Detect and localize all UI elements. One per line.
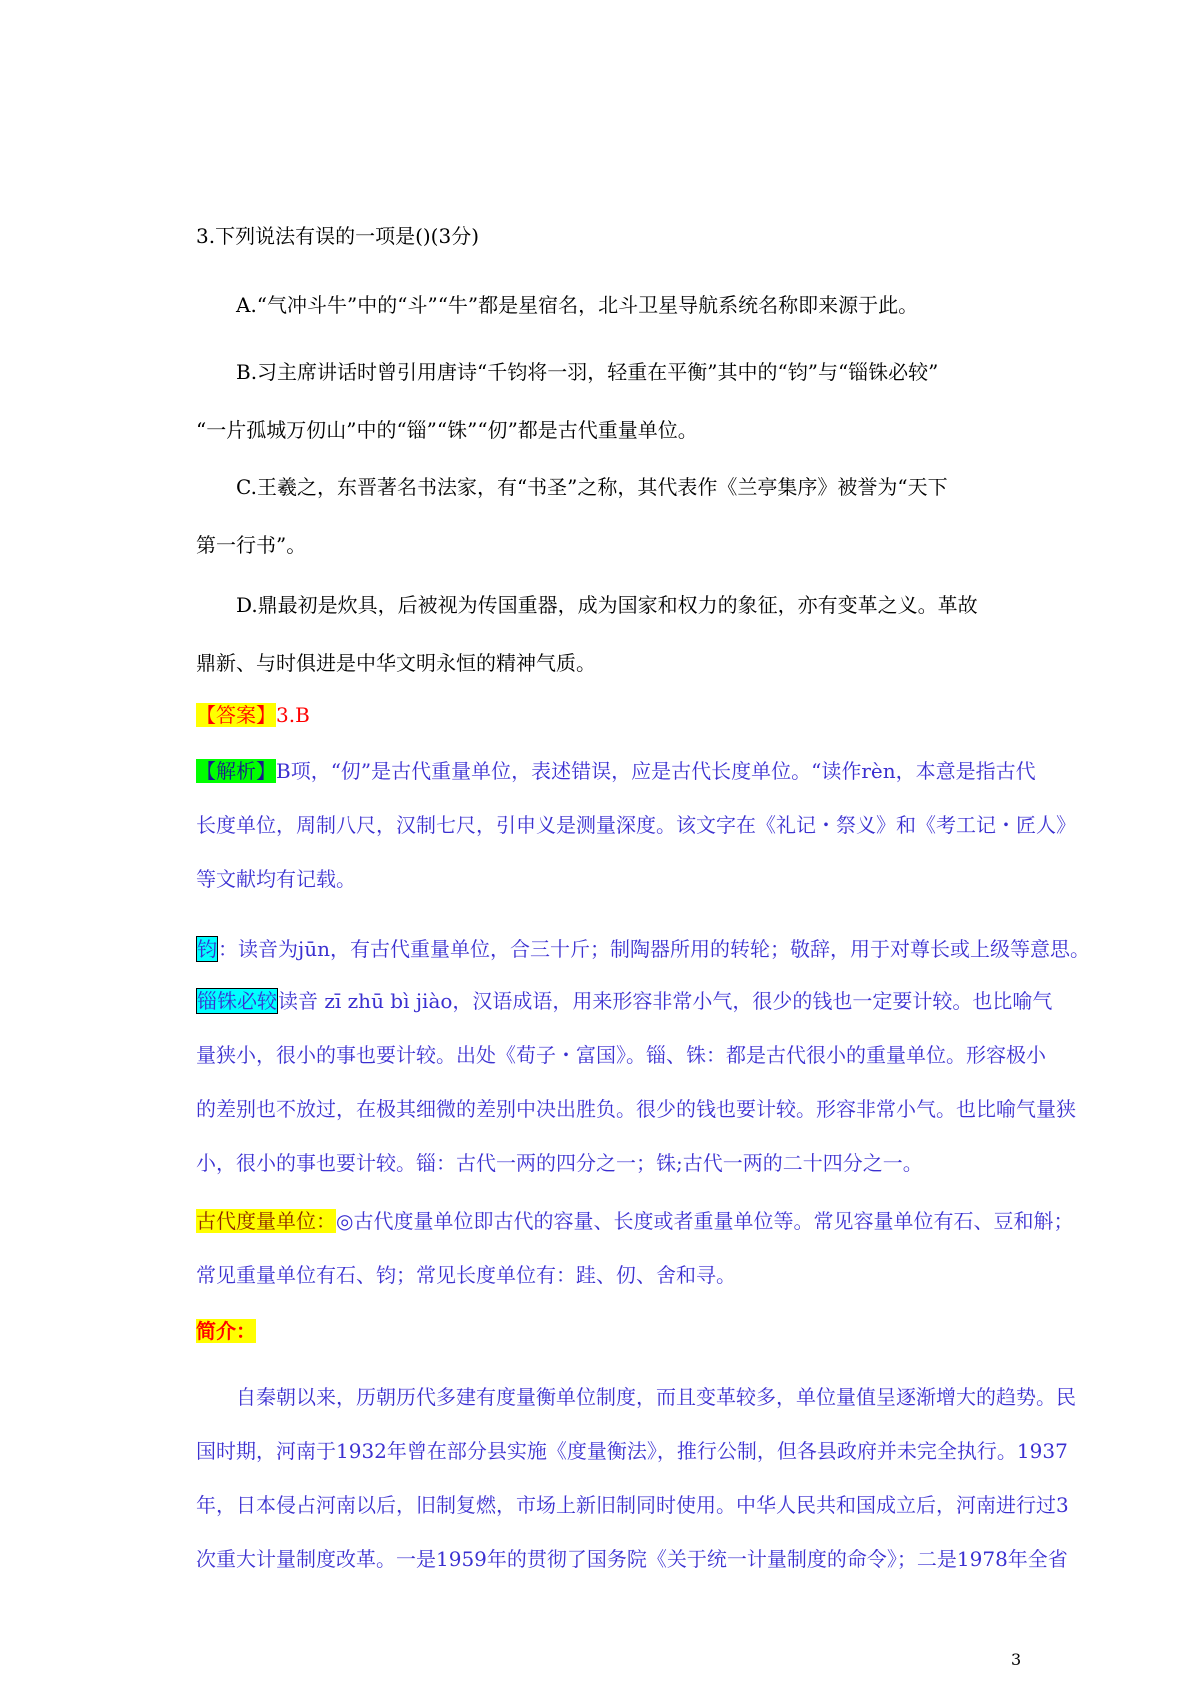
option-a — [196, 276, 1026, 334]
units-block — [196, 1194, 1074, 1302]
option-d-line2: 鼎新、与时俱进是中华文明永恒的精神气质。 — [196, 651, 596, 675]
zizhu-line1: 读音 zī zhū bì jiào，汉语成语，用来形容非常小气，很少的钱也一定要计较。也比喻气 — [278, 989, 1053, 1013]
intro-heading-block — [196, 1304, 1026, 1358]
option-b-line1: B.习主席讲话时曾引用唐诗“千钧将一羽，轻重在平衡”其中的“钧”与“锱铢必较” — [236, 360, 939, 384]
intro-line4: 次重大计量制度改革。一是1959年的贯彻了国务院《关于统一计量制度的命令》；二是1978年全省 — [196, 1547, 1068, 1571]
intro-line3: 年，日本侵占河南以后，旧制复燃，市场上新旧制同时使用。中华人民共和国成立后，河南进行过3 — [196, 1493, 1069, 1517]
zizhu-line4: 小，很小的事也要计较。锱：古代一两的四分之一；铢;古代一两的二十四分之一。 — [196, 1151, 923, 1175]
option-b-line2: “一片孤城万仞山”中的“锱”“铢”“仞”都是古代重量单位。 — [196, 418, 698, 442]
units-line1: ◎古代度量单位即古代的容量、长度或者重量单位等。常见容量单位有石、豆和斛； — [336, 1209, 1074, 1233]
analysis-block — [196, 744, 1076, 906]
jun-text: ：读音为jūn，有古代重量单位，合三十斤；制陶器所用的转轮；敬辞，用于对尊长或上级等意思。 — [218, 937, 1090, 961]
units-line2: 常见重量单位有石、钧；常见长度单位有：跬、仞、舍和寻。 — [196, 1263, 736, 1287]
jun-term: 钧 — [197, 937, 217, 961]
intro-label: 简介： — [196, 1319, 256, 1343]
answer-value: 3.B — [276, 703, 310, 727]
analysis-line2: 长度单位，周制八尺，汉制七尺，引申义是测量深度。该文字在《礼记・祭义》和《考工记・匠人》 — [196, 813, 1076, 837]
analysis-line3: 等文献均有记载。 — [196, 867, 356, 891]
intro-line1: 自秦朝以来，历朝历代多建有度量衡单位制度，而且变革较多，单位量值呈逐渐增大的趋势。民 — [236, 1385, 1076, 1409]
zizhu-entry — [196, 974, 1076, 1190]
question-stem: 3.下列说法有误的一项是()(3分) — [196, 224, 480, 248]
option-c-line1: C.王羲之，东晋著名书法家，有“书圣”之称，其代表作《兰亭集序》被誉为“天下 — [236, 475, 948, 499]
zizhu-line2: 量狭小，很小的事也要计较。出处《荀子・富国》。锱、铢：都是古代很小的重量单位。形容极小 — [196, 1043, 1046, 1067]
option-c — [196, 458, 1026, 574]
analysis-label: 【解析】 — [196, 759, 276, 783]
page-number: 3 — [1011, 1650, 1022, 1669]
answer-label: 【答案】 — [196, 703, 276, 727]
option-b — [196, 343, 1026, 459]
intro-body — [196, 1370, 1076, 1586]
answer-block — [196, 688, 1026, 742]
option-c-line2: 第一行书”。 — [196, 533, 307, 557]
option-d — [196, 576, 1026, 692]
jun-entry — [196, 922, 1090, 976]
question-block — [196, 207, 1026, 265]
units-label: 古代度量单位： — [196, 1209, 336, 1233]
analysis-line1: B项，“仞”是古代重量单位，表述错误，应是古代长度单位。“读作rèn，本意是指古代 — [276, 759, 1036, 783]
intro-line2: 国时期，河南于1932年曾在部分县实施《度量衡法》，推行公制，但各县政府并未完全执行。1937 — [196, 1439, 1068, 1463]
zizhu-term: 锱铢必较 — [197, 989, 277, 1013]
zizhu-line3: 的差别也不放过，在极其细微的差别中决出胜负。很少的钱也要计较。形容非常小气。也比喻气量狭 — [196, 1097, 1076, 1121]
option-a-text: A.“气冲斗牛”中的“斗”“牛”都是星宿名，北斗卫星导航系统名称即来源于此。 — [236, 293, 919, 317]
option-d-line1: D.鼎最初是炊具，后被视为传国重器，成为国家和权力的象征，亦有变革之义。革故 — [236, 593, 978, 617]
